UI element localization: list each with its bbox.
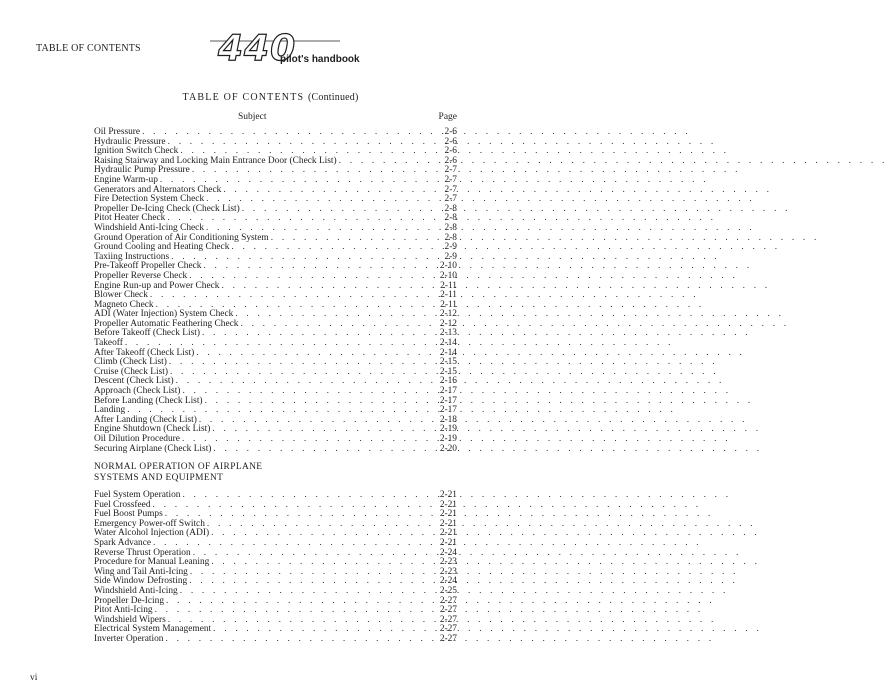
toc-entry-title: Reverse Thrust Operation bbox=[94, 547, 191, 558]
toc-entry-page: 2-10 bbox=[439, 261, 457, 272]
section-heading bbox=[94, 462, 262, 484]
toc-entry-page: 2-6 bbox=[444, 155, 457, 166]
toc-entry-page: 2-21 bbox=[439, 499, 457, 510]
toc-entry-title: Ignition Switch Check bbox=[94, 146, 179, 157]
toc-list-procedures bbox=[94, 128, 457, 454]
title-text: TABLE OF CONTENTS bbox=[182, 92, 305, 103]
toc-entry-page: 2-17 bbox=[439, 395, 457, 406]
toc-entry-page: 2-7 bbox=[444, 194, 457, 205]
toc-list-systems bbox=[94, 491, 457, 645]
toc-entry-page: 2-27 bbox=[439, 633, 457, 644]
toc-entry-title: Propeller Reverse Check bbox=[94, 270, 188, 281]
toc-entry-page: 2-27 bbox=[439, 605, 457, 616]
toc-entry-title: Blower Check bbox=[94, 290, 148, 301]
toc-entry-page: 2-16 bbox=[439, 376, 457, 387]
toc-entry-title: Fire Detection System Check bbox=[94, 194, 205, 205]
toc-entry-title: Engine Shutdown (Check List) bbox=[94, 424, 211, 435]
toc-entry-page: 2-14 bbox=[439, 338, 457, 349]
toc-entry-title: Hydraulic Pressure bbox=[94, 136, 166, 147]
toc-entry-title: Engine Warm-up bbox=[94, 174, 158, 185]
toc-entry-page: 2-27 bbox=[439, 595, 457, 606]
toc-entry-page: 2-8 bbox=[444, 232, 457, 243]
toc-entry-page: 2-10 bbox=[439, 270, 457, 281]
toc-entry-page: 2-15 bbox=[439, 366, 457, 377]
toc-entry-page: 2-21 bbox=[439, 537, 457, 548]
toc-entry-title: After Takeoff (Check List) bbox=[94, 347, 195, 358]
toc-entry-title: Oil Pressure bbox=[94, 127, 141, 137]
toc-entry-title: Pre-Takeoff Propeller Check bbox=[94, 261, 202, 272]
document-title bbox=[0, 92, 541, 103]
toc-entry-title: Inverter Operation bbox=[94, 633, 164, 644]
toc-entry-title: Raising Stairway and Locking Main Entrance Door (Check List) bbox=[94, 155, 337, 166]
toc-entry-page: 2-21 bbox=[439, 509, 457, 520]
toc-entry-title: Windshield Anti-Icing Check bbox=[94, 222, 205, 233]
toc-entry-page: 2-14 bbox=[439, 347, 457, 358]
toc-entry-title: Fuel Crossfeed bbox=[94, 499, 151, 510]
toc-entry-title: Side Window Defrosting bbox=[94, 576, 188, 587]
toc-entry-title: Emergency Power-off Switch bbox=[94, 518, 205, 529]
toc-entry-title: Electrical System Management bbox=[94, 624, 212, 635]
logo-graphic bbox=[210, 22, 360, 69]
toc-entry-title: Climb (Check List) bbox=[94, 357, 167, 368]
toc-entry-title: Water Alcohol Injection (ADI) bbox=[94, 528, 210, 539]
toc-entry-page: 2-12 bbox=[439, 318, 457, 329]
column-header-subject: Subject bbox=[238, 112, 267, 122]
toc-entry-title: Pitot Anti-Icing bbox=[94, 605, 153, 616]
toc-entry-title: Ground Operation of Air Conditioning System bbox=[94, 232, 269, 243]
toc-entry-page: 2-19 bbox=[439, 424, 457, 435]
toc-entry-page: 2-11 bbox=[440, 280, 457, 291]
logo-number: 440 bbox=[218, 28, 297, 69]
toc-entry-title: Before Takeoff (Check List) bbox=[94, 328, 200, 339]
toc-entry-page: 2-13 bbox=[439, 328, 457, 339]
toc-entry-page: 2-12 bbox=[439, 309, 457, 320]
toc-entry-page: 2-11 bbox=[440, 290, 457, 301]
toc-entry bbox=[94, 445, 457, 455]
toc-entry-title: Approach (Check List) bbox=[94, 386, 181, 397]
toc-entry-page: 2-6 bbox=[444, 127, 457, 137]
toc-entry-page: 2-11 bbox=[440, 299, 457, 310]
toc-entry-page: 2-27 bbox=[439, 624, 457, 635]
toc-entry-title: After Landing (Check List) bbox=[94, 414, 197, 425]
toc-entry-page: 2-15 bbox=[439, 357, 457, 368]
toc-entry-page: 2-23 bbox=[439, 566, 457, 577]
logo-subtitle: pilot's handbook bbox=[280, 54, 360, 65]
toc-entry-page: 2-8 bbox=[444, 213, 457, 224]
dot-leader bbox=[213, 445, 427, 455]
toc-entry-page: 2-19 bbox=[439, 434, 457, 444]
toc-entry-page: 2-24 bbox=[439, 576, 457, 587]
section-heading-line2: SYSTEMS AND EQUIPMENT bbox=[94, 473, 224, 483]
dot-leader bbox=[166, 635, 428, 645]
column-header-page: Page bbox=[438, 112, 457, 122]
toc-entry-page: 2-7 bbox=[444, 165, 457, 176]
toc-entry-title: Ground Cooling and Heating Check bbox=[94, 242, 230, 253]
toc-entry-page: 2-8 bbox=[444, 222, 457, 233]
toc-entry-title: Propeller Automatic Feathering Check bbox=[94, 318, 239, 329]
toc-entry-page: 2-7 bbox=[444, 184, 457, 195]
toc-entry-page: 2-8 bbox=[444, 203, 457, 214]
toc-entry-page: 2-21 bbox=[439, 518, 457, 529]
running-header-label: TABLE OF CONTENTS bbox=[36, 43, 141, 54]
toc-entry-title: Procedure for Manual Leaning bbox=[94, 557, 210, 568]
toc-entry-title: Spark Advance bbox=[94, 537, 152, 548]
toc-entry-title: Landing bbox=[94, 405, 126, 416]
toc-entry-title: Windshield Anti-Icing bbox=[94, 585, 178, 596]
toc-entry-title: Descent (Check List) bbox=[94, 376, 174, 387]
toc-entry-page: 2-17 bbox=[439, 386, 457, 397]
toc-entry-title: Takeoff bbox=[94, 338, 123, 349]
toc-entry-title: Hydraulic Pump Pressure bbox=[94, 165, 190, 176]
toc-entry-title: Propeller De-Icing bbox=[94, 595, 165, 606]
toc-entry-page: 2-18 bbox=[439, 414, 457, 425]
toc-entry-title: Wing and Tail Anti-Icing bbox=[94, 566, 188, 577]
toc-entry-page: 2-7 bbox=[444, 174, 457, 185]
toc-entry-title: Fuel System Operation bbox=[94, 490, 181, 500]
toc-entry-page: 2-6 bbox=[444, 136, 457, 147]
toc-entry-title: Fuel Boost Pumps bbox=[94, 509, 163, 520]
toc-entry-title: ADI (Water Injection) System Check bbox=[94, 309, 234, 320]
toc-entry-page: 2-27 bbox=[439, 614, 457, 625]
toc-entry-title: Securing Airplane (Check List) bbox=[94, 443, 212, 454]
toc-entry-page: 2-21 bbox=[439, 490, 457, 500]
toc-entry-title: Before Landing (Check List) bbox=[94, 395, 203, 406]
toc-entry-page: 2-9 bbox=[444, 251, 457, 262]
toc-entry-title: Pitot Heater Check bbox=[94, 213, 166, 224]
handbook-logo bbox=[210, 22, 360, 70]
toc-entry-title: Windshield Wipers bbox=[94, 614, 166, 625]
toc-entry-page: 2-24 bbox=[439, 547, 457, 558]
toc-entry-title: Cruise (Check List) bbox=[94, 366, 168, 377]
toc-entry-title: Taxiing Instructions bbox=[94, 251, 170, 262]
toc-entry-page: 2-23 bbox=[439, 557, 457, 568]
toc-entry-title: Oil Dilution Procedure bbox=[94, 434, 180, 444]
title-suffix: (Continued) bbox=[308, 92, 359, 103]
toc-entry-title: Generators and Alternators Check bbox=[94, 184, 222, 195]
page-number-footer: vi bbox=[30, 673, 38, 683]
section-heading-line1: NORMAL OPERATION OF AIRPLANE bbox=[94, 462, 263, 472]
toc-entry-page: 2-20 bbox=[439, 443, 457, 454]
toc-entry-title: Propeller De-Icing Check (Check List) bbox=[94, 203, 240, 214]
toc-entry-page: 2-25 bbox=[439, 585, 457, 596]
toc-entry-page: 2-9 bbox=[444, 242, 457, 253]
toc-entry-page: 2-17 bbox=[439, 405, 457, 416]
toc-entry-title: Magneto Check bbox=[94, 299, 154, 310]
toc-entry-page: 2-21 bbox=[439, 528, 457, 539]
toc-entry-page: 2-6 bbox=[444, 146, 457, 157]
toc-entry-title: Engine Run-up and Power Check bbox=[94, 280, 220, 291]
toc-entry bbox=[94, 635, 457, 645]
